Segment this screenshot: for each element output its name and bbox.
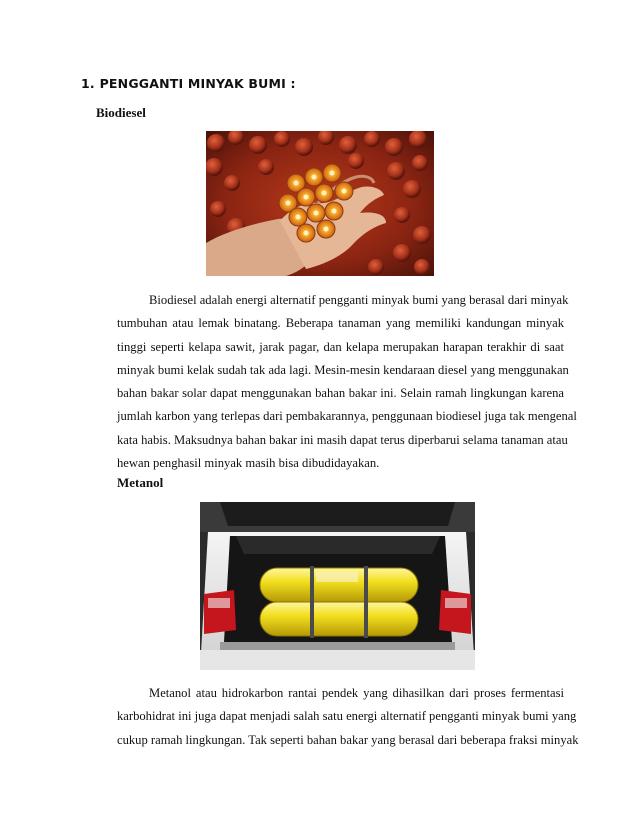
paragraph-line: minyak bumi kelak sudah tak ada lagi. Mesin-mesin kendaraan diesel yang menggunakan bbox=[117, 362, 569, 377]
metanol-paragraph bbox=[117, 682, 579, 752]
paragraph-line: tumbuhan atau lemak binatang. Beberapa tanaman yang memiliki kandungan minyak bbox=[117, 316, 564, 331]
paragraph-line: karbohidrat ini juga dapat menjadi salah satu energi alternatif pengganti minyak bumi yang bbox=[117, 709, 577, 724]
paragraph-line: bahan bakar solar dapat menggunakan bahan bakar ini. Selain ramah lingkungan karena bbox=[117, 386, 564, 401]
paragraph-line: Biodiesel adalah energi alternatif pengganti minyak bumi yang berasal dari minyak bbox=[149, 293, 569, 307]
biodiesel-subtitle: Biodiesel bbox=[96, 105, 146, 120]
section-heading bbox=[81, 76, 296, 91]
paragraph-line: Metanol atau hidrokarbon rantai pendek yang dihasilkan dari proses fermentasi bbox=[149, 686, 564, 700]
paragraph-line: tinggi seperti kelapa sawit, jarak pagar, dan kelapa merupakan harapan terakhir di saat bbox=[117, 339, 564, 354]
palm-oil-fruit-photo bbox=[206, 131, 434, 276]
car-trunk-fuel-tanks-photo bbox=[200, 502, 475, 670]
paragraph-line: kata habis. Maksudnya bahan bakar ini masih dapat terus diperbarui selama tanaman atau bbox=[117, 432, 568, 447]
section-title: PENGGANTI MINYAK BUMI : bbox=[99, 76, 296, 91]
section-number: 1. bbox=[81, 76, 95, 91]
metanol-subtitle: Metanol bbox=[117, 475, 164, 490]
biodiesel-paragraph bbox=[117, 289, 577, 475]
paragraph-line: cukup ramah lingkungan. Tak seperti bahan bakar yang berasal dari beberapa fraksi minyak bbox=[117, 732, 579, 747]
paragraph-line: jumlah karbon yang terlepas dari pembakarannya, penggunaan biodiesel juga tak mengenal bbox=[117, 409, 577, 424]
paragraph-line: hewan penghasil minyak masih bisa dibudidayakan. bbox=[117, 456, 380, 471]
